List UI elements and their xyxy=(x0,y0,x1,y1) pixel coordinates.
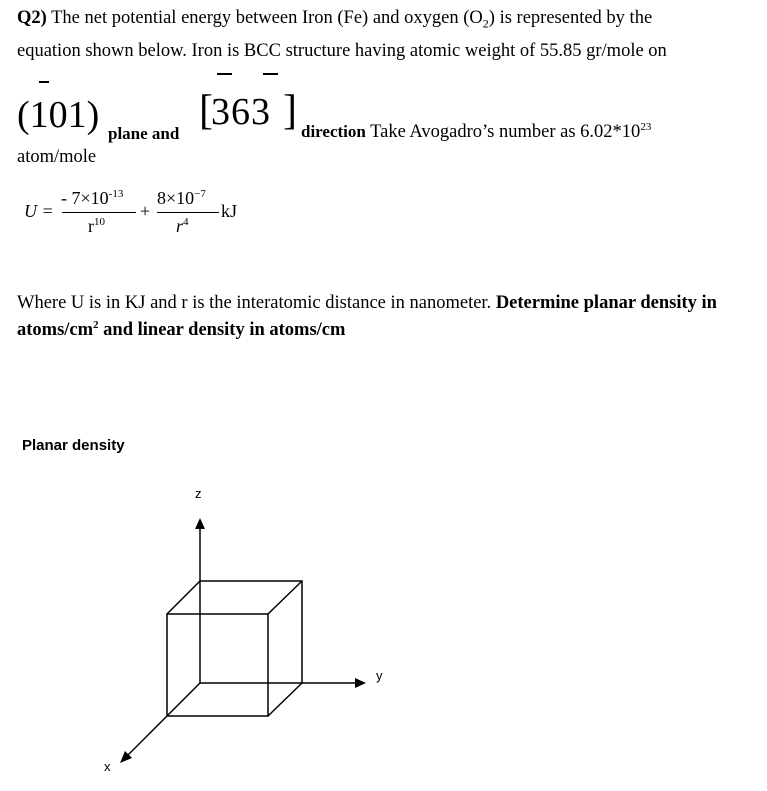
plus-sign: + xyxy=(140,201,151,221)
x-axis-line xyxy=(126,716,167,757)
equation-lhs: U = xyxy=(24,201,54,221)
axis-label-y: y xyxy=(376,668,383,683)
plane-word: plane and xyxy=(108,124,180,143)
avogadro-exponent: 23 xyxy=(640,120,652,133)
direction-bracket-open: [ xyxy=(199,88,213,134)
equation-unit: kJ xyxy=(221,201,238,221)
axis-label-z: z xyxy=(195,486,202,501)
avogadro-text: Take Avogadro’s number as 6.02*10 xyxy=(365,122,641,142)
cube-edge-tl xyxy=(167,581,200,614)
axis-label-x: x xyxy=(104,759,111,774)
z-axis-arrowhead xyxy=(195,518,205,529)
question-line2: equation shown below. Iron is BCC structure having atomic weight of 55.85 gr/mole on xyxy=(17,40,667,61)
y-axis-arrowhead xyxy=(355,678,366,688)
instructions-bold-a: Determine planar density in atoms/cm xyxy=(17,293,717,340)
miller-plane: (101) xyxy=(17,94,100,136)
unit-line: atom/mole xyxy=(17,147,97,167)
question-label: Q2) xyxy=(17,8,47,28)
instructions-bold-b: and linear density in atoms/cm xyxy=(98,320,346,340)
cube-edge-br xyxy=(268,683,302,716)
fraction2-numerator: $8\times 10^{-7}$ xyxy=(157,188,206,208)
instructions-text: Where U is in KJ and r is the interatomic distance in nanometer. xyxy=(17,293,496,313)
fraction1-denominator: $r^{10}$ xyxy=(88,216,105,236)
o2-subscript: 2 xyxy=(482,16,489,31)
cube-edge-tr xyxy=(268,581,302,614)
miller-direction: 363 xyxy=(211,91,271,133)
question-line1-end: ) is represented by the xyxy=(488,8,653,28)
instructions-bold-exp: 2 xyxy=(93,318,99,331)
direction-word: direction xyxy=(301,122,366,141)
planar-density-heading: Planar density xyxy=(22,437,125,454)
fraction2-denominator: $r^4$ xyxy=(176,216,189,236)
question-line1: The net potential energy between Iron (Fe) and oxygen (O xyxy=(46,8,483,28)
direction-bracket-close: ] xyxy=(283,88,297,134)
fraction1-numerator: - $7\times 10^{-13}$ xyxy=(61,188,124,208)
cube-edge-bl xyxy=(167,683,200,716)
